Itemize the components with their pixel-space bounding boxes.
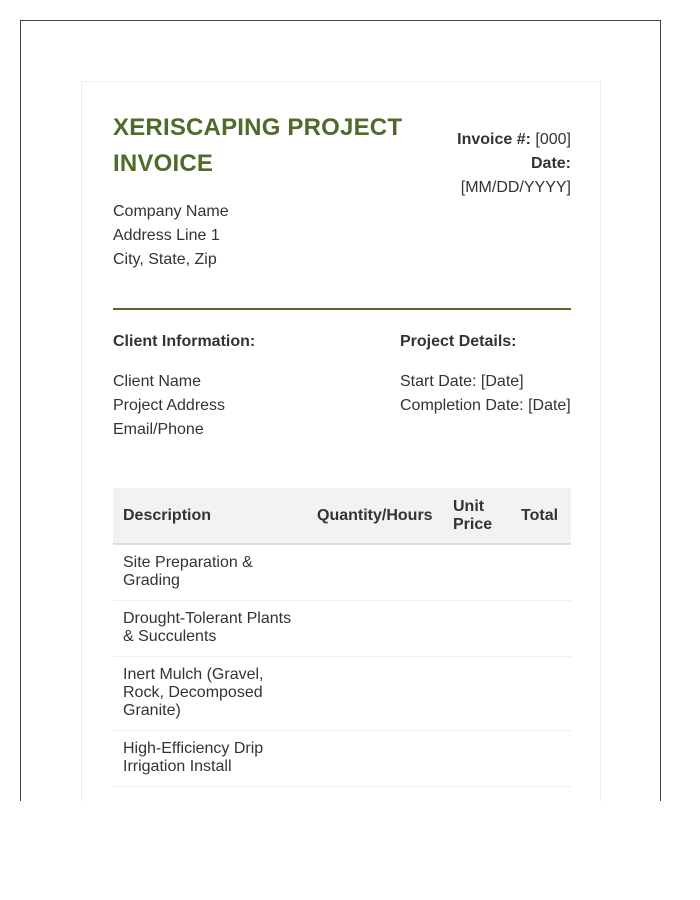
table-row bbox=[113, 731, 571, 787]
section-divider bbox=[113, 308, 571, 310]
invoice-date-line bbox=[371, 152, 571, 176]
company-city-state-zip: City, State, Zip bbox=[113, 251, 217, 268]
invoice-date-value: [MM/DD/YYYY] bbox=[460, 179, 571, 196]
line-items-table bbox=[113, 488, 571, 787]
row-unit-price bbox=[443, 657, 513, 731]
project-completion-date: Completion Date: [Date] bbox=[400, 397, 571, 414]
invoice-number-label: Invoice #: bbox=[457, 131, 531, 148]
row-unit-price bbox=[443, 731, 513, 787]
row-description: Drought-Tolerant Plants & Succulents bbox=[113, 601, 309, 657]
row-unit-price bbox=[443, 544, 513, 601]
header-unit-price: Unit Price bbox=[443, 488, 513, 544]
row-unit-price bbox=[443, 601, 513, 657]
row-quantity bbox=[309, 731, 443, 787]
row-quantity bbox=[309, 657, 443, 731]
header-quantity-hours: Quantity/Hours bbox=[309, 488, 443, 544]
row-total bbox=[513, 731, 571, 787]
row-total bbox=[513, 544, 571, 601]
document-frame bbox=[20, 20, 661, 801]
client-name: Client Name bbox=[113, 373, 202, 390]
invoice-title: XERISCAPING PROJECT INVOICE bbox=[113, 114, 403, 177]
table-header-row bbox=[113, 488, 571, 544]
project-start-date: Start Date: [Date] bbox=[400, 373, 524, 390]
row-description: High-Efficiency Drip Irrigation Install bbox=[113, 731, 309, 787]
row-total bbox=[513, 657, 571, 731]
client-info bbox=[113, 370, 225, 442]
header-total: Total bbox=[513, 488, 571, 544]
invoice-number-line bbox=[371, 128, 571, 152]
header-description: Description bbox=[113, 488, 309, 544]
row-total bbox=[513, 601, 571, 657]
invoice-number-value: [000] bbox=[535, 131, 571, 148]
row-quantity bbox=[309, 544, 443, 601]
company-block bbox=[113, 200, 229, 272]
table-row bbox=[113, 657, 571, 731]
client-project-address: Project Address bbox=[113, 397, 226, 414]
row-description: Site Preparation & Grading bbox=[113, 544, 309, 601]
company-name: Company Name bbox=[113, 203, 229, 220]
invoice-sheet bbox=[81, 81, 601, 801]
project-details bbox=[400, 370, 571, 418]
invoice-date-label: Date: bbox=[530, 155, 571, 172]
table-row bbox=[113, 544, 571, 601]
client-heading: Client Information: bbox=[113, 333, 256, 350]
row-description: Inert Mulch (Gravel, Rock, Decomposed Granite) bbox=[113, 657, 309, 731]
invoice-meta bbox=[371, 128, 571, 200]
client-contact: Email/Phone bbox=[113, 421, 204, 438]
project-heading: Project Details: bbox=[400, 333, 517, 350]
row-quantity bbox=[309, 601, 443, 657]
table-row bbox=[113, 601, 571, 657]
company-address: Address Line 1 bbox=[113, 227, 220, 244]
